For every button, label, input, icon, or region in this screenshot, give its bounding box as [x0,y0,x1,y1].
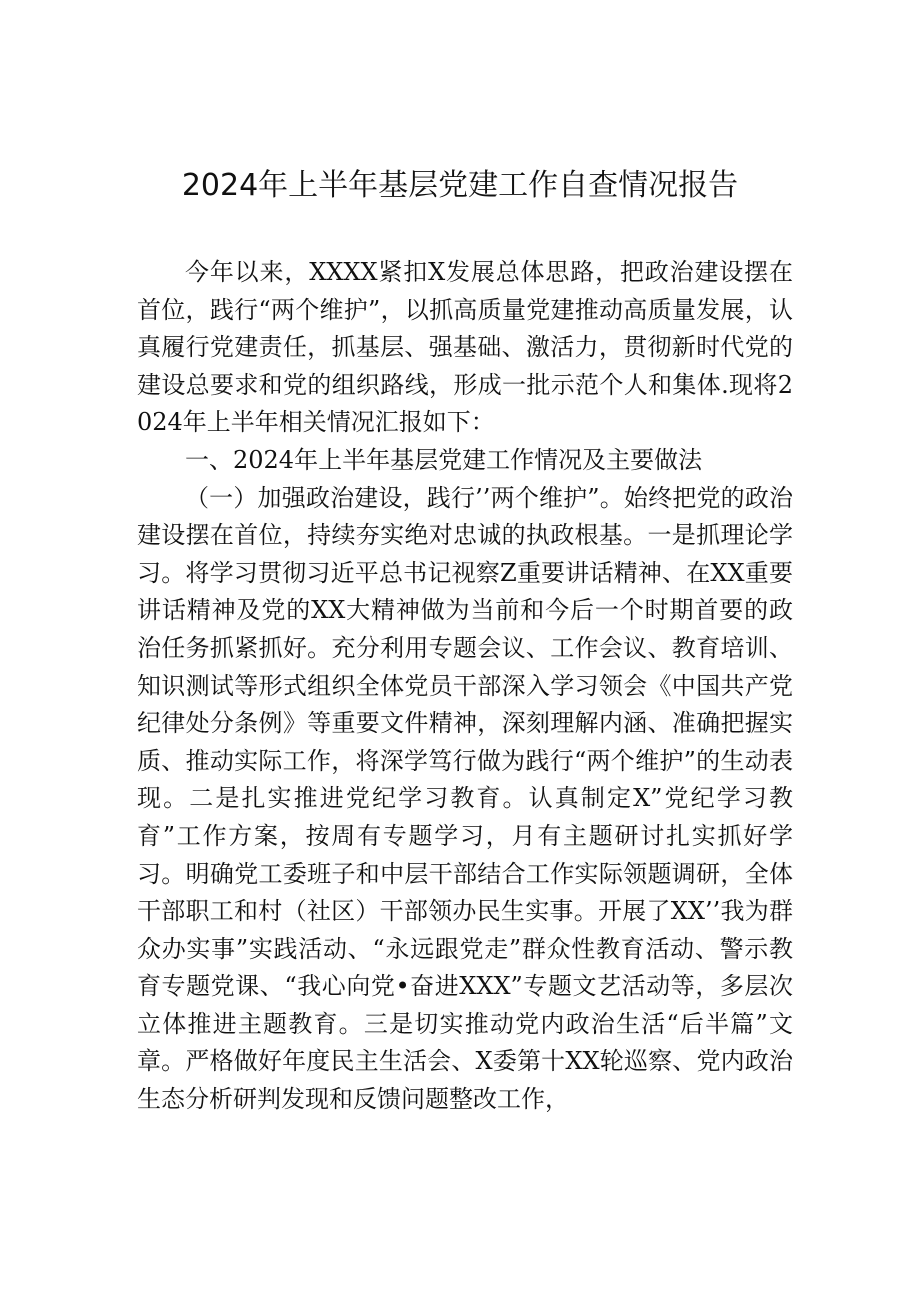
intro-paragraph: 今年以来，XXXX紧扣X发展总体思路，把政治建设摆在首位，践行“两个维护”，以抓高质量党建推动高质量发展，认真履行党建责任，抓基层、强基础、激活力，贯彻新时代党的建设总要求和党的组织路线，形成一批示范个人和集体.现将2024年上半年相关情况汇报如下： [137,258,793,437]
document-title: 2024年上半年基层党建工作自查情况报告 [181,168,739,203]
subsection-paragraph-1: （一）加强政治建设，践行’’两个维护”。始终把党的政治建设摆在首位，持续夯实绝对忠诚的执政根基。一是抓理论学习。将学习贯彻习近平总书记视察Z重要讲话精神、在XX重要讲话精神及党的XX大精神做为当前和今后一个时期首要的政治任务抓紧抓好。充分利用专题会议、工作会议、教育培训、知识测试等形式组织全体党员干部深入学习领会《中国共产党纪律处分条例》等重要文件精神，深刻理解内涵、准确把握实质、推动实际工作，将深学笃行做为践行“两个维护”的生动表现。二是扎实推进党纪学习教育。认真制定X”党纪学习教育”工作方案，按周有专题学习，月有主题研讨扎实抓好学习。明确党工委班子和中层干部结合工作实际领题调研，全体干部职工和村（社区）干部领办民生实事。开展了XX’’我为群众办实事”实践活动、“永远跟党走”群众性教育活动、警示教育专题党课、“我心向党•奋进XXX”专题文艺活动等，多层次立体推进主题教育。三是切实推动党内政治生活“后半篇”文章。严格做好年度民主生活会、X委第十XX轮巡察、党内政治生态分析研判发现和反馈问题整改工作， [137,483,793,1114]
document-body [137,254,793,1119]
section-heading-1: 一、2024年上半年基层党建工作情况及主要做法 [185,445,703,474]
